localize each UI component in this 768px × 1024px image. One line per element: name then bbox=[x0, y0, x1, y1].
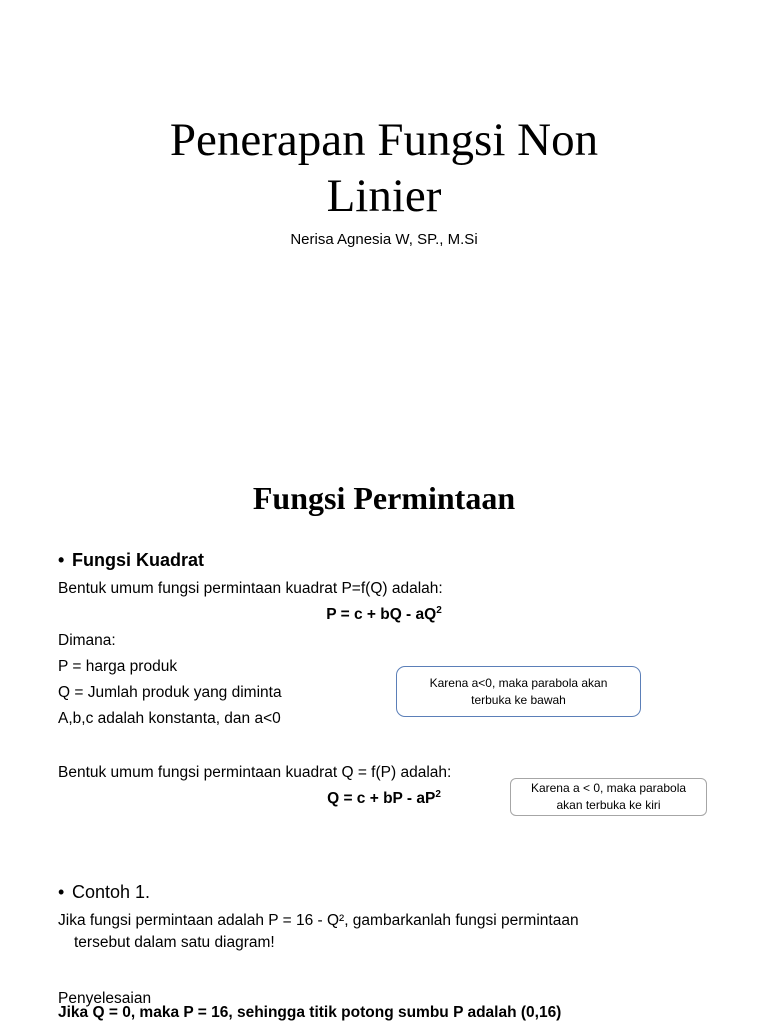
bullet-fungsi-kuadrat-label: Fungsi Kuadrat bbox=[72, 550, 205, 570]
note-parabola-left-text: Karena a < 0, maka parabola akan terbuka ke kiri bbox=[530, 781, 687, 812]
slide-2-title: Fungsi Permintaan bbox=[252, 480, 516, 516]
bullet-contoh-1 bbox=[58, 880, 150, 904]
example-text-line-2: tersebut dalam satu diagram! bbox=[74, 934, 275, 951]
solution-first-line-cut bbox=[58, 1004, 758, 1024]
general-form-pq-text: Bentuk umum fungsi permintaan kuadrat P=f(Q) adalah: bbox=[58, 580, 443, 597]
dimana-label: Dimana: bbox=[58, 632, 116, 649]
definition-p: P = harga produk bbox=[58, 658, 178, 675]
solution-first-line-text: Jika Q = 0, maka P = 16, sehingga titik potong sumbu P adalah (0,16) bbox=[58, 1004, 562, 1021]
slide-1-title-line-2: Linier bbox=[326, 170, 442, 222]
bullet-dot-icon: • bbox=[58, 550, 65, 570]
slide-1-subtitle: Nerisa Agnesia W, SP., M.Si bbox=[290, 231, 478, 248]
formula-p-exponent: 2 bbox=[436, 604, 442, 616]
note-parabola-left bbox=[510, 778, 707, 816]
example-text-line-1: Jika fungsi permintaan adalah P = 16 - Q², gambarkanlah fungsi permintaan bbox=[58, 912, 579, 929]
slide-1-title bbox=[0, 112, 768, 224]
general-form-qp-text: Bentuk umum fungsi permintaan kuadrat Q = f(P) adalah: bbox=[58, 764, 452, 781]
formula-p-base: P = c + bQ - aQ bbox=[326, 606, 437, 623]
bullet-fungsi-kuadrat bbox=[58, 548, 204, 572]
slide-1-title-line-1: Penerapan Fungsi Non bbox=[169, 114, 599, 166]
note-parabola-down bbox=[396, 666, 641, 717]
formula-p bbox=[0, 604, 768, 626]
bullet-dot-icon: • bbox=[58, 882, 65, 902]
solution-heading: Penyelesaian bbox=[58, 990, 152, 1007]
definition-constants: A,b,c adalah konstanta, dan a<0 bbox=[58, 710, 281, 727]
formula-q-base: Q = c + bP - aP bbox=[327, 790, 436, 807]
note-parabola-down-text: Karena a<0, maka parabola akan terbuka ke bawah bbox=[429, 675, 608, 707]
definition-q: Q = Jumlah produk yang diminta bbox=[58, 684, 282, 701]
formula-q-exponent: 2 bbox=[435, 788, 441, 800]
bullet-contoh-1-label: Contoh 1. bbox=[72, 882, 151, 902]
